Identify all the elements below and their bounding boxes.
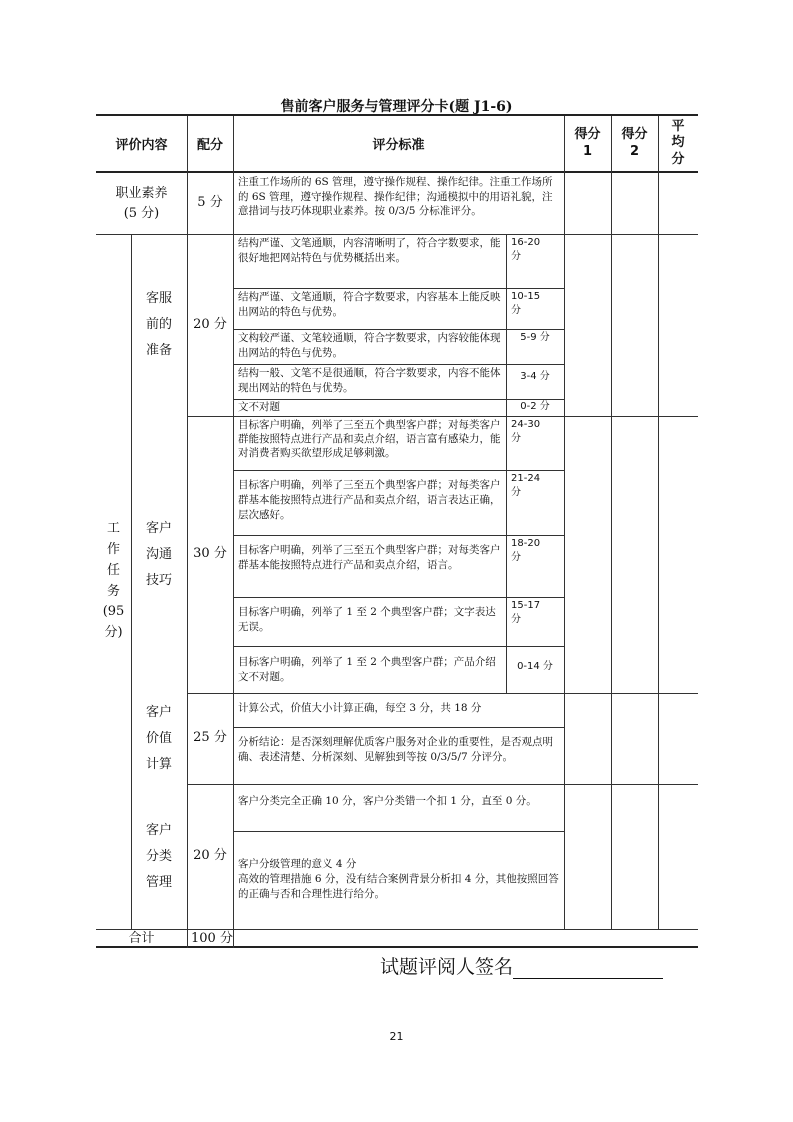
criteria-row: 客户分类完全正确 10 分，客户分类错一个扣 1 分，直至 0 分。 xyxy=(238,795,537,807)
criteria-row: 目标客户明确，列举了三至五个典型客户群；对每类客户群能按照特点进行产品和卖点介绍，语言富有感染力，能对消费者购买欲望形成足够刺激。 xyxy=(238,419,501,460)
score-range: 10-15 分 xyxy=(511,291,541,316)
score-range: 3-4 分 xyxy=(520,371,550,382)
criteria-row: 文构较严谨、文笔较通顺，符合字数要求，内容较能体现出网站的特色与优势。 xyxy=(238,332,501,360)
signature-line[interactable] xyxy=(513,960,663,979)
section-points: 30 分 xyxy=(193,546,227,562)
professional-label: 职业素养 (5 分) xyxy=(115,186,168,221)
section-name: 客户 分类 管理 xyxy=(145,822,172,890)
section-points: 20 分 xyxy=(193,316,227,332)
criteria-row: 分析结论：是否深刻理解优质客户服务对企业的重要性，是否观点明确、表述清楚、分析深刻、见解独到等按 0/3/5/7 分评分。 xyxy=(238,736,553,764)
score-range: 0-2 分 xyxy=(520,401,550,412)
signature-label: 试题评阅人签名 xyxy=(380,956,514,978)
section-name: 客户 价值 计算 xyxy=(145,704,172,772)
criteria-row: 结构严谨、文笔通顺，内容清晰明了，符合字数要求，能很好地把网站特色与优势概括出来。 xyxy=(238,237,501,265)
section-name: 客户 沟通 技巧 xyxy=(145,520,172,588)
work-task-label: 工 作 任 务 (95 分) xyxy=(102,521,125,641)
criteria-row: 目标客户明确，列举了三至五个典型客户群；对每类客户群基本能按照特点进行产品和卖点介绍，语言表达正确，层次感好。 xyxy=(238,479,501,522)
criteria-row: 客户分级管理的意义 4 分 高效的管理措施 6 分，没有结合案例背景分析扣 4 分，其他按照回答的正确与否和合理性进行给分。 xyxy=(238,858,559,901)
score-range: 16-20 分 xyxy=(511,237,541,262)
header-score: 配分 xyxy=(196,138,223,153)
page-number: 21 xyxy=(389,1030,404,1043)
score-range: 0-14 分 xyxy=(517,661,553,672)
header-average: 平 均 分 xyxy=(671,119,685,167)
header-score-2: 得分 2 xyxy=(621,126,648,159)
total-label: 合计 xyxy=(128,931,155,947)
section-points: 25 分 xyxy=(193,730,227,746)
score-range: 21-24 分 xyxy=(511,473,541,498)
header-criteria: 评分标准 xyxy=(372,138,425,153)
section-points: 20 分 xyxy=(193,848,227,864)
score-range: 5-9 分 xyxy=(520,332,550,343)
criteria-row: 文不对题 xyxy=(238,401,280,413)
header-score-1: 得分 1 xyxy=(574,126,601,159)
criteria-row: 结构一般、文笔不是很通顺，符合字数要求，内容不能体现出网站的特色与优势。 xyxy=(238,367,501,395)
criteria-row: 结构严谨、文笔通顺，符合字数要求，内容基本上能反映出网站的特色与优势。 xyxy=(238,291,501,319)
score-range: 15-17 分 xyxy=(511,600,541,625)
header-content: 评价内容 xyxy=(115,138,168,153)
criteria-row: 目标客户明确，列举了 1 至 2 个典型客户群；文字表达无误。 xyxy=(238,606,496,634)
criteria-row: 目标客户明确，列举了三至五个典型客户群；对每类客户群基本能按照特点进行产品和卖点介绍，语言。 xyxy=(238,544,501,572)
criteria-row: 计算公式，价值大小计算正确，每空 3 分，共 18 分 xyxy=(238,702,482,714)
scorecard-table xyxy=(96,114,698,948)
criteria-row: 目标客户明确，列举了 1 至 2 个典型客户群；产品介绍文不对题。 xyxy=(238,656,496,684)
section-name: 客服 前的 准备 xyxy=(145,291,172,358)
score-range: 18-20 分 xyxy=(511,538,541,563)
professional-points: 5 分 xyxy=(197,195,223,211)
score-range: 24-30 分 xyxy=(511,419,541,444)
scorecard-title: 售前客户服务与管理评分卡(题 J1-6) xyxy=(280,99,513,115)
reviewer-signature xyxy=(380,952,663,979)
total-points: 100 分 xyxy=(191,931,233,947)
professional-criteria: 注重工作场所的 6S 管理，遵守操作规程、操作纪律。注重工作场所的 6S 管理，遵守操作规程、操作纪律；沟通模拟中的用语礼貌，注意措词与技巧体现职业素养。按 0/3/5 分标准评分。 xyxy=(238,176,553,218)
